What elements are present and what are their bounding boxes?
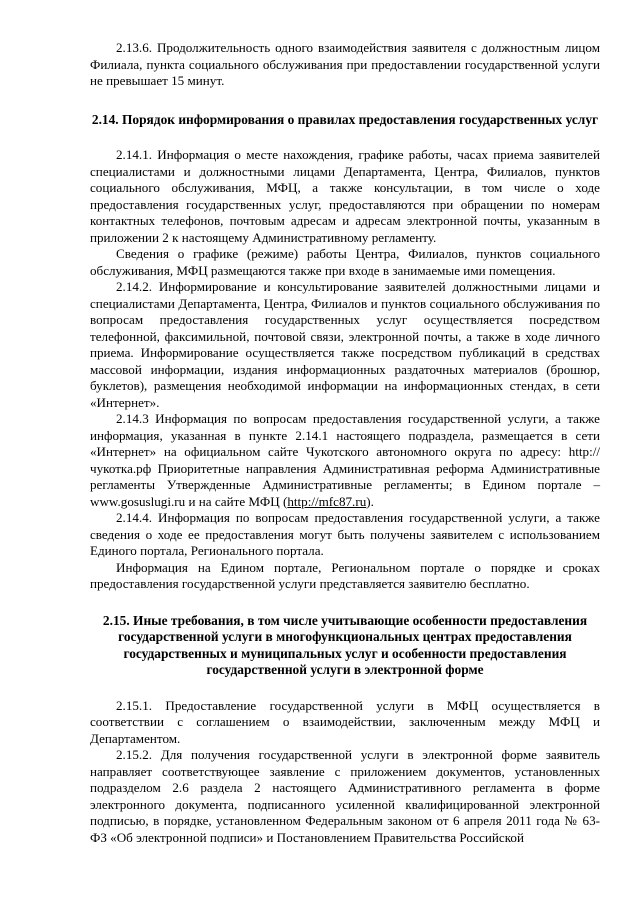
- paragraph-2-14-2: 2.14.2. Информирование и консультирование заявителей должностными лицами и специалистами Департамента, Центра, Филиалов и пунктов социального обслуживания по вопросам предоставления государственных услуг осуществляется посредством телефонной, факсимильной, почтовой связи, электронной почты, а также в ходе личного приема. Информирование осуществляется также посредством публикаций в средствах массовой информации, издания информационных раздаточных материалов (брошюр, буклетов), размещения необходимой информации на информационных стендах, в сети «Интернет».: [90, 279, 600, 410]
- mfc-link[interactable]: http://mfc87.ru: [287, 493, 367, 509]
- heading-2-14: 2.14. Порядок информирования о правилах предоставления государственных услуг: [91, 111, 599, 127]
- paragraph-2-13-6: 2.13.6. Продолжительность одного взаимодействия заявителя с должностным лицом Филиала, пункта социального обслуживания при предоставлении государственной услуги не превышает 15 минут.: [90, 40, 600, 88]
- paragraph-schedule: Сведения о графике (режиме) работы Центра, Филиалов, пунктов социального обслуживания, МФЦ размещаются также при входе в занимаемые ими помещения.: [90, 246, 600, 278]
- paragraph-2-14-1: 2.14.1. Информация о месте нахождения, графике работы, часах приема заявителей специалистами и должностными лицами Департамента, Центра, Филиалов, пунктов социального обслуживания, МФЦ, а также консультации, в том числе о ходе предоставления государственных услуг, предоставляются при обращении по номерам контактных телефонов, почтовым адресам и адресам электронной почты, указанным в приложении 2 к настоящему Административному регламенту.: [90, 147, 600, 245]
- paragraph-2-14-3-end: ).: [366, 493, 374, 509]
- paragraph-2-14-3: [90, 411, 600, 510]
- heading-2-15: 2.15. Иные требования, в том числе учитывающие особенности предоставления государственной услуги в многофункциональных центрах предоставления государственных и муниципальных услуг и особенности предоставления государственной услуги в электронной форме: [102, 612, 588, 677]
- paragraph-2-14-3-text: 2.14.3 Информация по вопросам предоставления государственной услуги, а также информация, указанная в пункте 2.14.1 настоящего подраздела, размещается в сети «Интернет» на официальном сайте Чукотского автономного округа по адресу: http://чукотка.рф Приоритетные направления Административная реформа Административные регламенты Утвержденные Административные регламенты; в Едином портале – www.gosuslugi.ru и на сайте МФЦ (: [90, 411, 600, 509]
- paragraph-portal-info: Информация на Едином портале, Региональном портале о порядке и сроках предоставления государственной услуги представляется заявителю бесплатно.: [90, 559, 600, 591]
- paragraph-2-15-2: 2.15.2. Для получения государственной услуги в электронной форме заявитель направляет соответствующее заявление с приложением документов, установленных подразделом 2.6 раздела 2 настоящего Административного регламента в форме электронного документа, подписанного усиленной квалифицированной электронной подписью, в порядке, установленном Федеральным законом от 6 апреля 2011 года № 63-ФЗ «Об электронной подписи» и Постановлением Правительства Российской: [90, 747, 600, 845]
- paragraph-2-15-1: 2.15.1. Предоставление государственной услуги в МФЦ осуществляется в соответствии с соглашением о взаимодействии, заключенным между МФЦ и Департаментом.: [90, 697, 600, 746]
- document-page: [90, 40, 600, 846]
- paragraph-2-14-4: 2.14.4. Информация по вопросам предоставления государственной услуги, а также сведения о ходе ее предоставления могут быть получены заявителем с использованием Единого портала, Регионального портала.: [90, 510, 600, 558]
